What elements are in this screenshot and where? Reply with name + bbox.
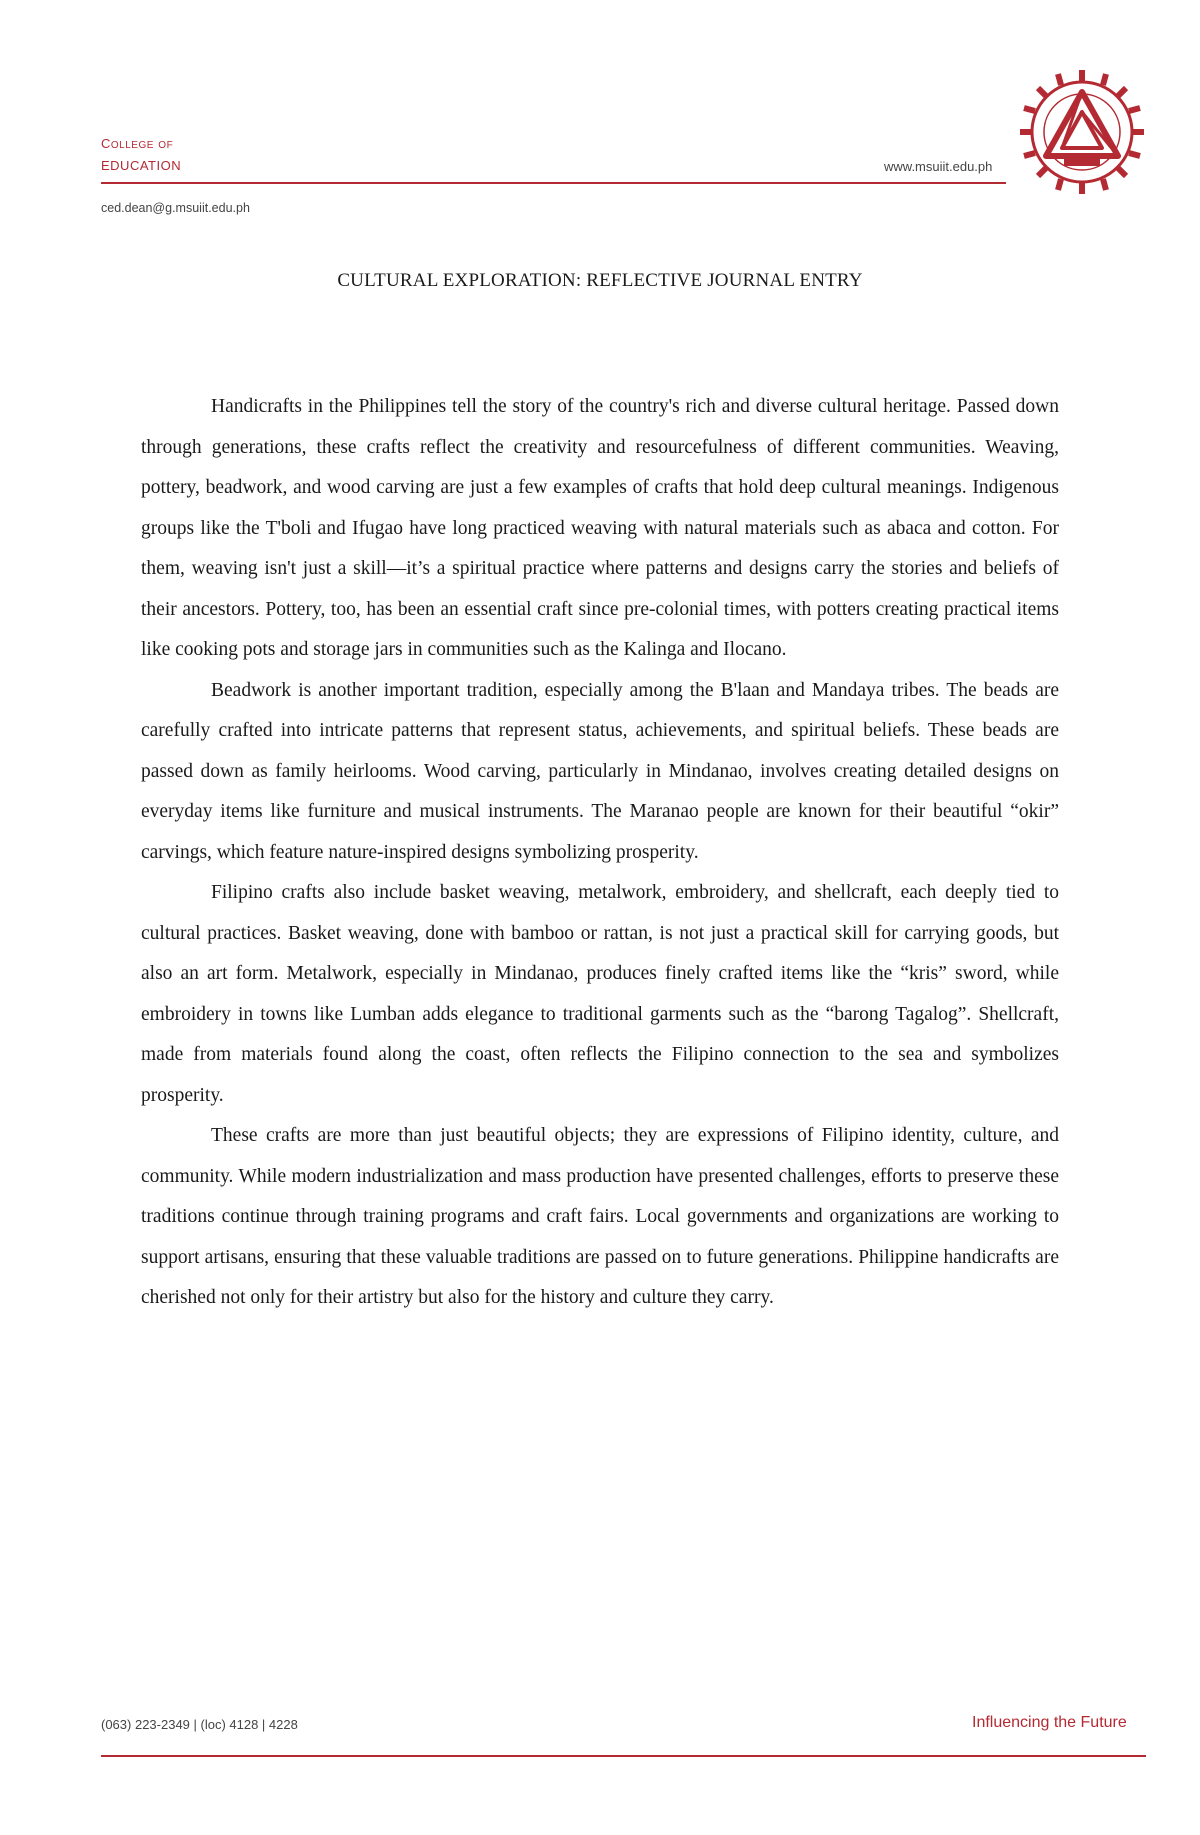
paragraph-4: These crafts are more than just beautiful objects; they are expressions of Filipino identity, culture, and community. While modern industrialization and mass production have presented challenges, efforts to preserve these traditions continue through training programs and craft fairs. Local governments and organizations are working to support artisans, ensuring that these valuable traditions are passed on to future generations. Philippine handicrafts are cherished not only for their artistry but also for the history and culture they carry. xyxy=(141,1125,1059,1308)
email-link[interactable]: ced.dean@g.msuiit.edu.ph xyxy=(101,201,250,215)
header-divider xyxy=(101,182,1006,184)
document-title: CULTURAL EXPLORATION: REFLECTIVE JOURNAL ENTRY xyxy=(337,270,863,291)
msu-iit-seal-icon xyxy=(1018,68,1146,196)
college-name-line1: college of xyxy=(101,132,174,152)
journal-body xyxy=(141,387,1059,1319)
footer-tagline: Influencing the Future xyxy=(972,1714,1127,1731)
college-name-line2: education xyxy=(101,154,182,174)
paragraph-3: Filipino crafts also include basket weaving, metalwork, embroidery, and shellcraft, each deeply tied to cultural practices. Basket weaving, done with bamboo or rattan, is not just a practical skill for carrying goods, but also an art form. Metalwork, especially in Mindanao, produces finely crafted items like the “kris” sword, while embroidery in towns like Lumban adds elegance to traditional garments such as the “barong Tagalog”. Shellcraft, made from materials found along the coast, often reflects the Filipino connection to the sea and symbolizes prosperity. xyxy=(141,882,1059,1106)
footer-divider xyxy=(101,1755,1146,1757)
website-link[interactable]: www.msuiit.edu.ph xyxy=(884,159,993,174)
paragraph-1: Handicrafts in the Philippines tell the story of the country's rich and diverse cultural heritage. Passed down through generations, these crafts reflect the creativity and resourcefulness of different communities. Weaving, pottery, beadwork, and wood carving are just a few examples of crafts that hold deep cultural meanings. Indigenous groups like the T'boli and Ifugao have long practiced weaving with natural materials such as abaca and cotton. For them, weaving isn't just a skill—it’s a spiritual practice where patterns and designs carry the stories and beliefs of their ancestors. Pottery, too, has been an essential craft since pre-colonial times, with potters creating practical items like cooking pots and storage jars in communities such as the Kalinga and Ilocano. xyxy=(141,396,1059,660)
paragraph-2: Beadwork is another important tradition, especially among the B'laan and Mandaya tribes. The beads are carefully crafted into intricate patterns that represent status, achievements, and spiritual beliefs. These beads are passed down as family heirlooms. Wood carving, particularly in Mindanao, involves creating detailed designs on everyday items like furniture and musical instruments. The Maranao people are known for their beautiful “okir” carvings, which feature nature-inspired designs symbolizing prosperity. xyxy=(141,679,1059,863)
footer-phone: (063) 223-2349 | (loc) 4128 | 4228 xyxy=(101,1717,298,1732)
college-name xyxy=(101,133,181,173)
